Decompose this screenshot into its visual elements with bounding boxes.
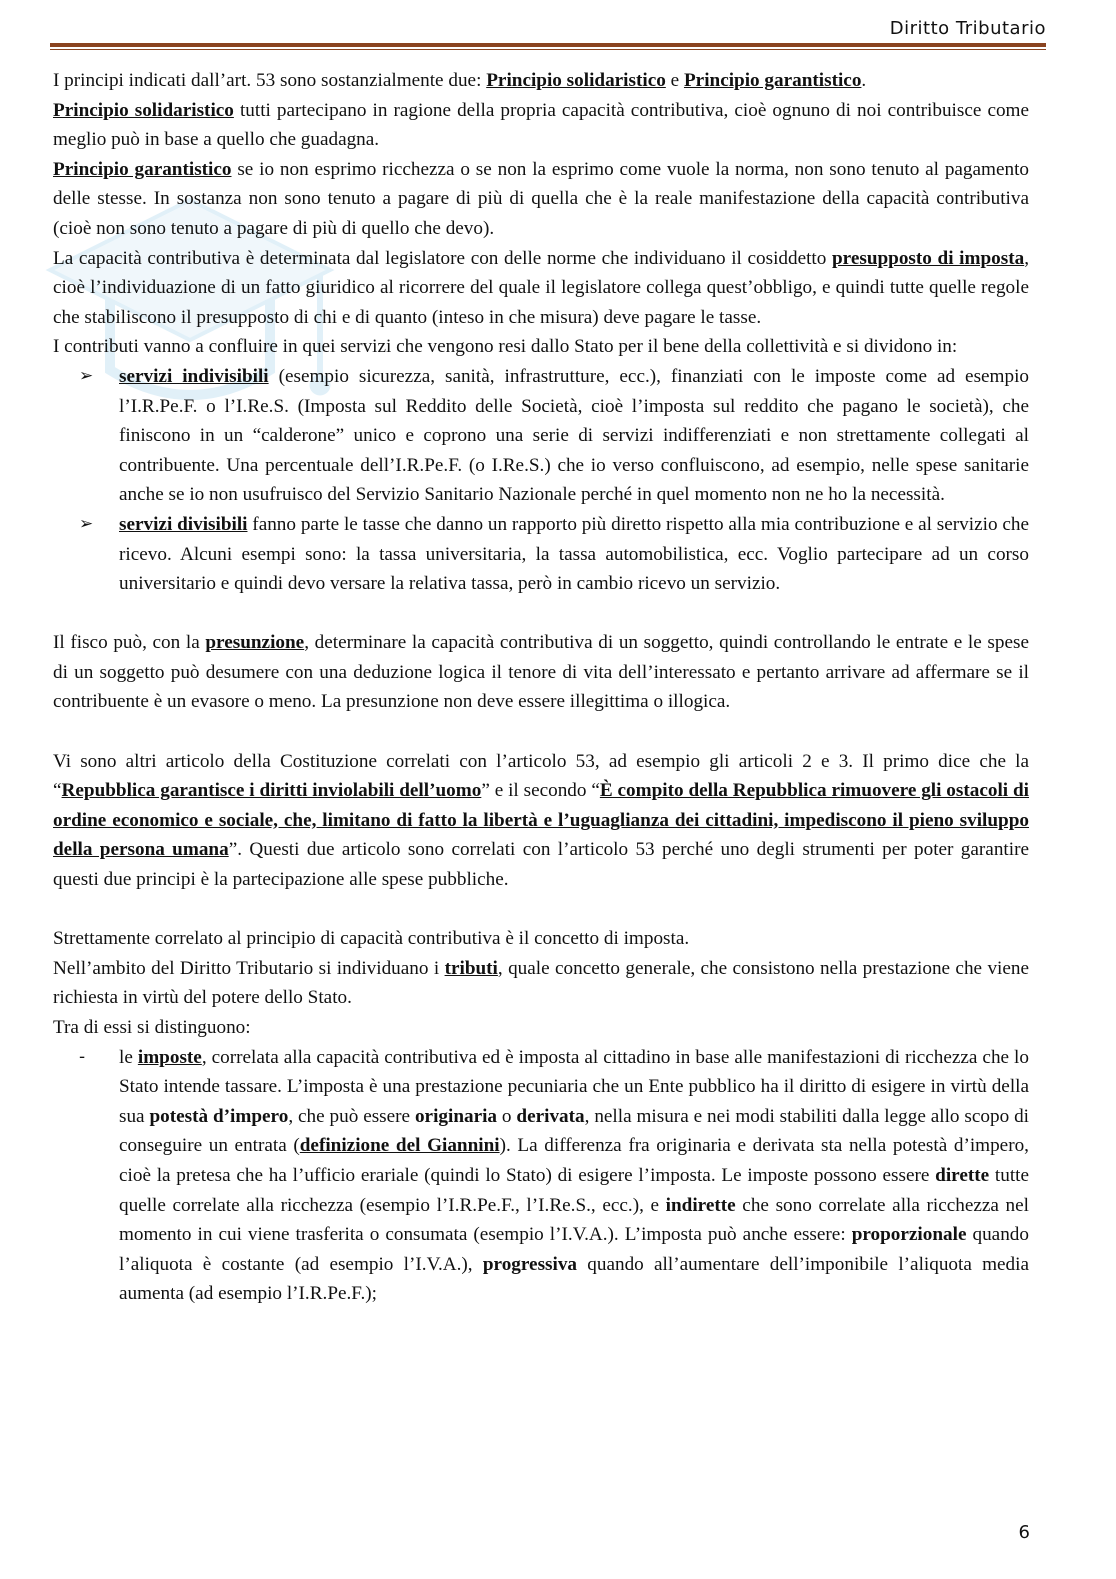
list-item: ➢ servizi indivisibili (esempio sicurezza, sanità, infrastrutture, ecc.), finanziati con le imposte come ad esempio l’I.R.Pe.F. o l’I.Re.S. (Imposta sul Reddito delle Società, cioè l’imposta sul reddito che pagano le società), che finiscono in un “calderone” unico e coprono una serie di servizi indifferenziati e non strettamente collegati al contribuente. Una percentuale dell’I.R.Pe.F. (o I.Re.S.) che io verso confluiscono, ad esempio, nelle spese sanitarie anche se io non usufruisco del Servizio Sanitario Nazionale perché in quel momento non ne ho la necessità.	[53, 362, 1029, 510]
page-number: 6	[1018, 1522, 1030, 1543]
spacer	[53, 599, 1029, 629]
paragraph-contributi: I contributi vanno a confluire in quei servizi che vengono resi dallo Stato per il bene della collettività e si dividono in:	[53, 336, 958, 358]
term-indirette: indirette	[665, 1194, 736, 1216]
paragraph-distinguono: Tra di essi si distinguono:	[53, 1017, 251, 1038]
list-item: - le imposte, correlata alla capacità contributiva ed è imposta al cittadino in base alle manifestazioni di ricchezza che lo Stato intende tassare. L’imposta è una prestazione pecuniaria che un Ente pubblico ha il diritto di esigere in virtù della sua potestà d’impero, che può essere originaria o derivata, nella misura e nei modi stabiliti dalla legge allo scopo di conseguire un entrata (definizione del Giannini). La differenza fra originaria e derivata sta nella potestà d’impero, cioè la pretesa che ha l’ufficio erariale (quindi lo Stato) di esigere l’imposta. Le imposte possono essere dirette tutte quelle correlate alla ricchezza (esempio l’I.R.Pe.F., l’I.Re.S., ecc.), e indirette che sono correlate alla ricchezza nel momento in cui viene trasferita o consumata (esempio l’I.V.A.). L’imposta può anche essere: proporzionale quando l’aliquota è costante (ad esempio l’I.V.A.), progressiva quando all’aumentare dell’imponibile l’aliquota media aumenta (ad esempio l’I.R.Pe.F.);	[53, 1043, 1029, 1309]
arrow-bullet-icon: ➢	[79, 365, 94, 386]
term-servizi-indivisibili: servizi indivisibili	[119, 365, 269, 387]
term-principio-garantistico: Principio garantistico	[683, 70, 862, 91]
term-principio-solidaristico: Principio solidaristico	[53, 99, 234, 121]
term-progressiva: progressiva	[482, 1253, 578, 1275]
term-derivata: derivata	[516, 1105, 585, 1127]
term-tributi: tributi	[444, 957, 498, 979]
term-presupposto-di-imposta: presupposto di imposta	[832, 247, 1025, 269]
paragraph-tributi: Nell’ambito del Diritto Tributario si individuano i tributi, quale concetto generale, che consistono nella prestazione che viene richiesta in virtù del potere dello Stato.	[53, 957, 1029, 1009]
paragraph-imposta: Strettamente correlato al principio di capacità contributiva è il concetto di imposta.	[53, 928, 690, 950]
term-servizi-divisibili: servizi divisibili	[119, 513, 248, 535]
term-definizione-giannini: definizione del Giannini	[299, 1135, 500, 1157]
term-principio-garantistico: Principio garantistico	[53, 158, 232, 180]
spacer	[53, 895, 1029, 925]
term-principio-solidaristico: Principio solidaristico	[486, 70, 666, 91]
term-imposte: imposte	[137, 1046, 202, 1068]
quote-articolo-2: Repubblica garantisce i diritti inviolabili dell’uomo	[61, 780, 482, 802]
paragraph-articoli-costituzione: Vi sono altri articolo della Costituzione correlati con l’articolo 53, ad esempio gli articoli 2 e 3. Il primo dice che la “Repubblica garantisce i diritti inviolabili dell’uomo” e il secondo “È compito della Repubblica rimuovere gli ostacoli di ordine economico e sociale, che, limitano di fatto la libertà e l’uguaglianza dei cittadini, impediscono il pieno sviluppo della persona umana”. Questi due articolo sono correlati con l’articolo 53 perché uno degli strumenti per poter garantire questi due principi è la partecipazione alle spese pubbliche.	[53, 750, 1029, 891]
paragraph-solidaristico: Principio solidaristico tutti partecipano in ragione della propria capacità contributiva, cioè ognuno di noi contribuisce come meglio può in base a quello che guadagna.	[53, 99, 1029, 151]
header-title: Diritto Tributario	[889, 18, 1046, 39]
term-originaria: originaria	[414, 1105, 498, 1127]
list-item: ➢ servizi divisibili fanno parte le tasse che danno un rapporto più diretto rispetto alla mia contribuzione e al servizio che ricevo. Alcuni esempi sono: la tassa universitaria, la tassa automobilistica, ecc. Voglio partecipare ad un corso universitario e quindi devo versare la relativa tassa, però in cambio ricevo un servizio.	[53, 510, 1029, 599]
paragraph-presunzione: Il fisco può, con la presunzione, determinare la capacità contributiva di un soggetto, quindi controllando le entrate e le spese di un soggetto può desumere con una deduzione logica il tenore di vita dell’interessato e pertanto arrivare ad affermare se il contribuente è un evasore o meno. La presunzione non deve essere illegittima o illogica.	[53, 632, 1029, 713]
dash-bullet-icon: -	[79, 1046, 86, 1067]
quote-articolo-3: È compito della Repubblica rimuovere gli ostacoli di ordine economico e sociale, che, limitano di fatto la libertà e l’uguaglianza dei cittadini, impediscono il pieno sviluppo della persona umana	[53, 780, 1029, 861]
spacer	[53, 717, 1029, 747]
paragraph-garantistico: Principio garantistico se io non esprimo ricchezza o se non la esprimo come vuole la norma, non sono tenuto al pagamento delle stesse. In sostanza non sono tenuto a pagare di più di quella che è la reale manifestazione della capacità contributiva (cioè non sono tenuto a pagare di più di quello che devo).	[53, 158, 1030, 239]
paragraph-principi: I principi indicati dall’art. 53 sono sostanzialmente due: Principio solidaristico e Principio garantistico.	[53, 70, 867, 91]
arrow-bullet-icon: ➢	[79, 513, 94, 534]
term-presunzione: presunzione	[205, 632, 305, 654]
paragraph-capacita: La capacità contributiva è determinata dal legislatore con delle norme che individuano il cosiddetto presupposto di imposta, cioè l’individuazione di un fatto giuridico al ricorrere del quale il legislatore collega quest’obbligo, e quindi tutte quelle regole che stabiliscono il presupposto di chi e di quanto (inteso in che misura) deve pagare le tasse.	[53, 247, 1029, 328]
term-dirette: dirette	[935, 1164, 990, 1186]
header-rule-thick	[50, 43, 1046, 47]
term-potesta-impero: potestà d’impero	[149, 1105, 289, 1127]
bullet-list-tributi	[53, 1043, 1029, 1309]
bullet-list-servizi	[53, 362, 1029, 599]
content	[53, 66, 1029, 1309]
term-proporzionale: proporzionale	[851, 1224, 967, 1246]
header-rule-thin	[50, 49, 1046, 50]
